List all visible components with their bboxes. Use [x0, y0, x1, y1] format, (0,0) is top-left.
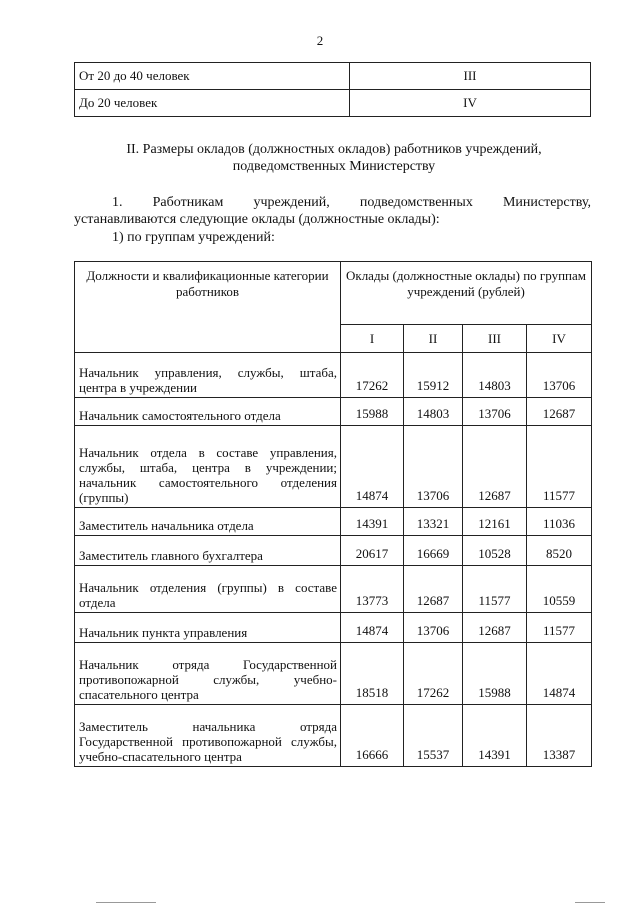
table-header-row — [75, 262, 592, 325]
salary-cell: 13387 — [527, 705, 592, 767]
table-row — [75, 536, 592, 566]
table-row — [75, 705, 592, 767]
salary-cell: 11577 — [527, 613, 592, 643]
salary-cell: 15988 — [463, 643, 527, 705]
salary-cell: 15988 — [341, 398, 404, 426]
page-number: 2 — [316, 33, 324, 48]
paragraph-1-line-1: 1. Работникам учреждений, подведомственных Министерству, — [112, 195, 591, 210]
position-cell: Заместитель начальника отдела — [75, 508, 341, 536]
salary-cell: 16669 — [404, 536, 463, 566]
salary-table — [74, 261, 592, 767]
salary-cell: 13773 — [341, 566, 404, 613]
group-header: I — [341, 325, 404, 353]
salaries-column-header: Оклады (должностные оклады) по группам учреждений (рублей) — [341, 262, 592, 325]
position-cell: Начальник пункта управления — [75, 613, 341, 643]
salary-cell: 8520 — [527, 536, 592, 566]
salary-cell: 13706 — [404, 613, 463, 643]
salary-cell: 16666 — [341, 705, 404, 767]
position-cell: Заместитель начальника отряда Государственной противопожарной службы, учебно-спасательного центра — [75, 705, 341, 767]
salary-cell: 11036 — [527, 508, 592, 536]
position-cell: Начальник отдела в составе управления, службы, штаба, центра в учреждении; начальник самостоятельного отделения (группы) — [75, 426, 341, 508]
salary-cell: 12687 — [527, 398, 592, 426]
group-size-label: До 20 человек — [75, 90, 350, 117]
salary-cell: 13706 — [527, 353, 592, 398]
salary-cell: 12161 — [463, 508, 527, 536]
position-cell: Начальник управления, службы, штаба, центра в учреждении — [75, 353, 341, 398]
salary-cell: 14874 — [341, 613, 404, 643]
group-number: IV — [350, 90, 591, 117]
salary-cell: 14803 — [404, 398, 463, 426]
group-size-label: От 20 до 40 человек — [75, 63, 350, 90]
group-number: III — [350, 63, 591, 90]
table-row — [75, 643, 592, 705]
scan-artifact — [575, 902, 605, 903]
salary-cell: 11577 — [463, 566, 527, 613]
salary-cell: 20617 — [341, 536, 404, 566]
salary-cell: 14874 — [341, 426, 404, 508]
position-cell: Начальник самостоятельного отдела — [75, 398, 341, 426]
salary-cell: 14803 — [463, 353, 527, 398]
table-row — [75, 613, 592, 643]
group-size-table — [74, 62, 591, 117]
salary-cell: 14391 — [463, 705, 527, 767]
salary-cell: 12687 — [463, 613, 527, 643]
salary-cell: 17262 — [404, 643, 463, 705]
salary-cell: 17262 — [341, 353, 404, 398]
table-row — [75, 508, 592, 536]
salary-cell: 13321 — [404, 508, 463, 536]
section-heading — [74, 141, 594, 175]
paragraph-2: 1) по группам учреждений: — [112, 230, 275, 245]
salary-cell: 12687 — [463, 426, 527, 508]
table-row — [75, 398, 592, 426]
salary-cell: 15912 — [404, 353, 463, 398]
salary-cell: 10559 — [527, 566, 592, 613]
salary-cell: 13706 — [463, 398, 527, 426]
position-cell: Заместитель главного бухгалтера — [75, 536, 341, 566]
table-row — [75, 90, 591, 117]
group-header: III — [463, 325, 527, 353]
positions-column-header: Должности и квалификационные категории работников — [75, 262, 341, 353]
paragraph-1-line-2: устанавливаются следующие оклады (должностные оклады): — [74, 212, 440, 227]
position-cell: Начальник отряда Государственной противопожарной службы, учебно-спасательного центра — [75, 643, 341, 705]
salary-cell: 10528 — [463, 536, 527, 566]
table-row — [75, 353, 592, 398]
salary-cell: 18518 — [341, 643, 404, 705]
section-heading-line: подведомственных Министерству — [232, 159, 436, 174]
table-row — [75, 566, 592, 613]
salary-cell: 14391 — [341, 508, 404, 536]
group-header: II — [404, 325, 463, 353]
salary-cell: 12687 — [404, 566, 463, 613]
salary-cell: 13706 — [404, 426, 463, 508]
salary-cell: 11577 — [527, 426, 592, 508]
group-header: IV — [527, 325, 592, 353]
scan-artifact — [96, 902, 156, 903]
salary-cell: 14874 — [527, 643, 592, 705]
position-cell: Начальник отделения (группы) в составе отдела — [75, 566, 341, 613]
salary-cell: 15537 — [404, 705, 463, 767]
section-heading-line: II. Размеры окладов (должностных окладов) работников учреждений, — [126, 142, 542, 157]
table-row — [75, 426, 592, 508]
table-row — [75, 63, 591, 90]
